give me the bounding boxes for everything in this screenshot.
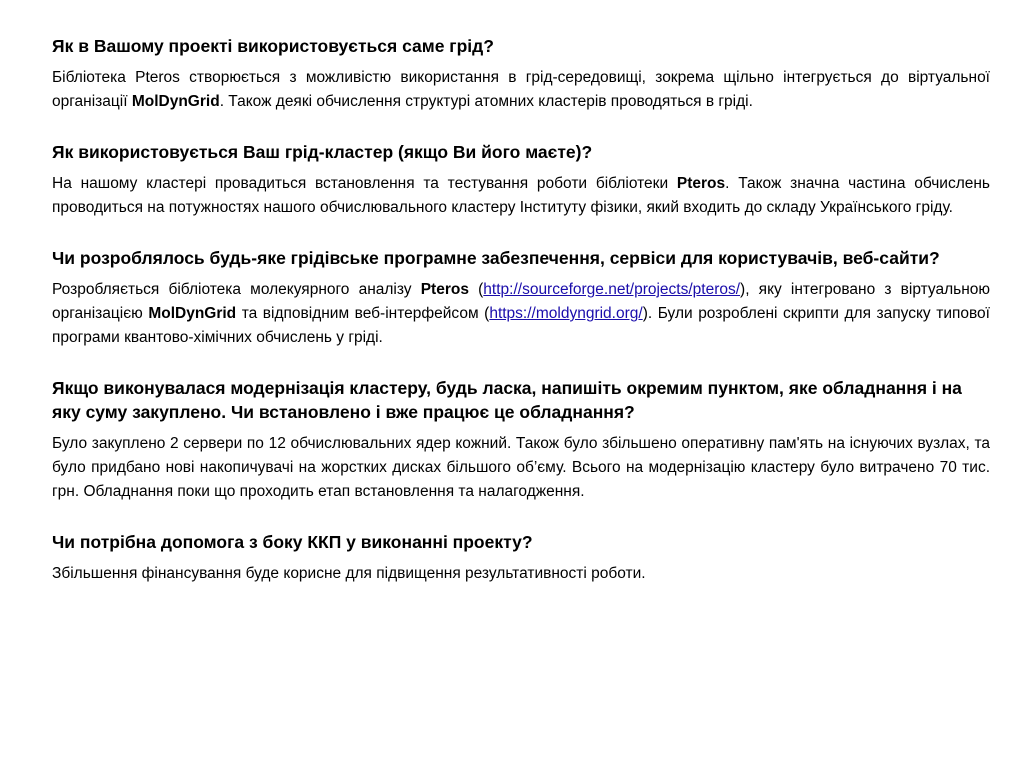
answer-text: Було закуплено 2 сервери по 12 обчислювальних ядер кожний. Також було збільшено оперативну пам'ять на існуючих вузлах, та було придбано нові накопичувачі на жорстких дисках більшого об’єму. Всього на модернізацію кластеру було витрачено 70 тис. грн. Обладнання поки що проходить етап встановлення та налагодження.	[52, 435, 990, 500]
answer-bold-term: Pteros	[420, 281, 469, 298]
qa-section-grid-usage	[52, 34, 990, 114]
answer-text: (	[468, 281, 484, 298]
question-heading: Якщо виконувалася модернізація кластеру, будь ласка, напишіть окремим пунктом, яке обладнання і на яку суму закуплено. Чи встановлено і вже працює це обладнання?	[52, 378, 962, 422]
question-heading: Як використовується Ваш грід-кластер (якщо Ви його маєте)?	[52, 142, 593, 162]
answer-text: Бібліотека Pteros створюється з можливістю використання в грід-середовищі, зокрема щільно інтегрується до віртуальної організації	[52, 69, 990, 110]
document-page	[52, 34, 990, 612]
answer-text: . Також значна частина обчислень проводиться на потужностях нашого обчислювального кластеру Інституту фізики, який входить до складу Українського гріду.	[52, 175, 990, 216]
question-heading: Чи розроблялось будь-яке грідівське програмне забезпечення, сервіси для користувачів, веб-сайти?	[52, 248, 940, 268]
qa-section-software	[52, 246, 990, 350]
answer-bold-term: MolDynGrid	[131, 93, 220, 110]
answer-text: та відповідним веб-інтерфейсом (	[236, 305, 490, 322]
answer-paragraph	[52, 66, 990, 114]
qa-section-help	[52, 530, 990, 586]
qa-section-grid-cluster	[52, 140, 990, 220]
answer-bold-term: Pteros	[676, 175, 726, 192]
answer-text: ), яку інтегровано з віртуальною організацією	[52, 281, 991, 322]
answer-paragraph	[52, 562, 990, 586]
question-heading: Чи потрібна допомога з боку ККП у виконанні проекту?	[52, 532, 533, 552]
question-heading: Як в Вашому проекті використовується саме грід?	[52, 36, 494, 56]
answer-bold-term: MolDynGrid	[148, 305, 237, 322]
answer-text: . Також деякі обчислення структурі атомних кластерів проводяться в гріді.	[219, 93, 753, 110]
answer-text: Розробляється бібліотека молекуярного аналізу	[52, 281, 421, 298]
answer-paragraph	[52, 432, 990, 504]
answer-text: На нашому кластері провадиться встановлення та тестування роботи бібліотеки	[52, 175, 677, 192]
moldyngrid-link[interactable]: https://moldyngrid.org/	[489, 305, 643, 322]
qa-section-modernization	[52, 376, 990, 504]
answer-text: Збільшення фінансування буде корисне для підвищення результативності роботи.	[52, 565, 646, 582]
pteros-sourceforge-link[interactable]: http://sourceforge.net/projects/pteros/	[483, 281, 741, 298]
answer-text: ). Були розроблені скрипти для запуску типової програми квантово-хімічних обчислень у гріді.	[52, 305, 990, 346]
answer-paragraph	[52, 278, 990, 350]
answer-paragraph	[52, 172, 990, 220]
